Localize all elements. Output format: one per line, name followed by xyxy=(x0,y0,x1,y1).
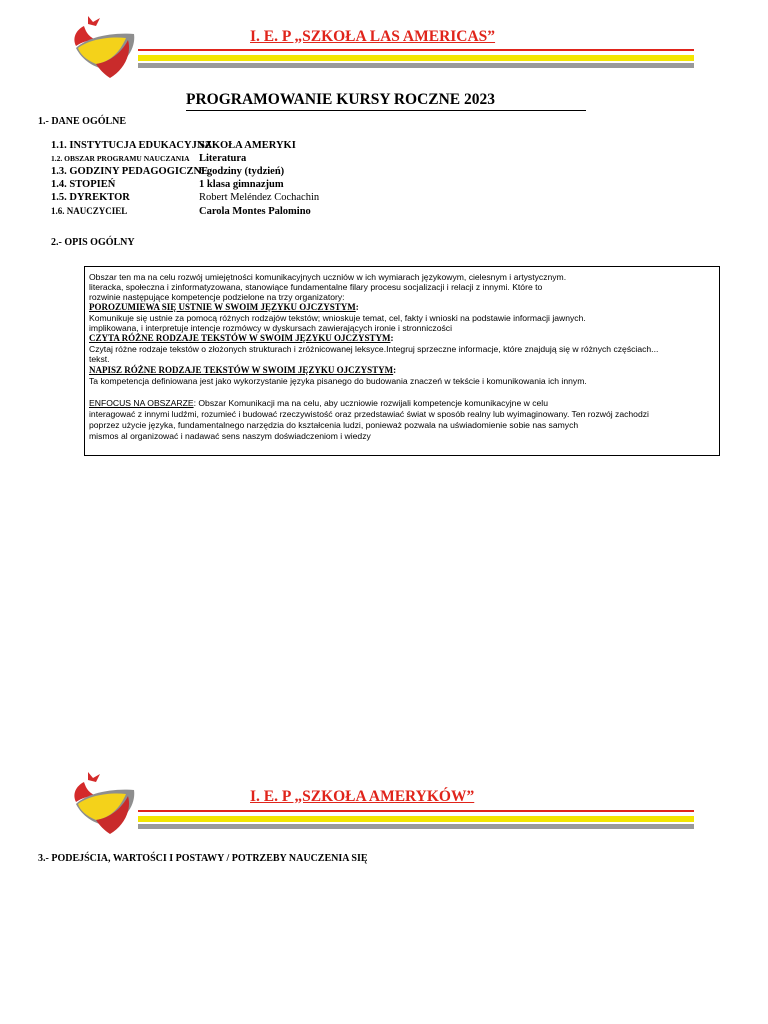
section-3-heading: 3.- PODEJŚCIA, WARTOŚCI I POSTAWY / POTRZEBY NAUCZENIA SIĘ xyxy=(38,853,368,864)
desc-line: mismos al organizować i nadawać sens naszym doświadczeniom i wiedzy xyxy=(89,431,371,441)
focus-label: ENFOCUS NA OBSZARZE xyxy=(89,398,194,408)
row-label-area: 1.2. OBSZAR PROGRAMU NAUCZANIA xyxy=(51,154,190,163)
header-stripe-gray xyxy=(138,63,694,68)
row-label-hours: 1.3. GODZINY PEDAGOGICZNE xyxy=(51,166,209,177)
section-1-heading: 1.- DANE OGÓLNE xyxy=(38,116,127,127)
desc-line: literacka, społeczna i zinformatyzowana, stanowiące fundamentalne filary procesu socjalizacji i relacji z innymi. Które to xyxy=(89,282,543,292)
desc-line: tekst. xyxy=(89,354,110,364)
row-value-grade: 1 klasa gimnazjum xyxy=(199,179,284,190)
desc-line: interagować z innymi ludźmi, rozumieć i budować rzeczywistość oraz przedstawiać świat w sposób realny lub wyimaginowany. Ten rozwój zachodzi xyxy=(89,409,649,419)
row-value-institution: SZKOŁA AMERYKI xyxy=(199,140,296,151)
row-label-grade: 1.4. STOPIEŃ xyxy=(51,179,116,190)
header-stripe-yellow xyxy=(138,816,694,822)
description-box xyxy=(84,266,720,456)
desc-line: Obszar ten ma na celu rozwój umiejętności komunikacyjnych uczniów w ich wymiarach językowym, cielesnym i artystycznym. xyxy=(89,272,567,282)
title-underline xyxy=(186,110,586,111)
header-stripe-red xyxy=(138,49,694,51)
row-value-director: Robert Meléndez Cochachin xyxy=(199,192,320,203)
competence-heading-speak: POROZUMIEWA SIĘ USTNIE W SWOIM JĘZYKU OJCZYSTYM: xyxy=(89,302,359,312)
school-name-header-1: I. E. P „SZKOŁA LAS AMERICAS” xyxy=(250,28,496,45)
desc-line: implikowana, i interpretuje intencje rozmówcy w dyskursach zawierających ironie i stronniczości xyxy=(89,323,452,333)
page-title: PROGRAMOWANIE KURSY ROCZNE 2023 xyxy=(186,91,496,108)
desc-line: poprzez użycie języka, fundamentalnego narzędzia do kształcenia ludzi, ponieważ pozwala na uświadomienie sobie nas samych xyxy=(89,420,579,430)
desc-line: rozwinie następujące kompetencje podzielone na trzy organizatory: xyxy=(89,292,345,302)
header-stripe-red xyxy=(138,810,694,812)
competence-heading-read: CZYTA RÓŻNE RODZAJE TEKSTÓW W SWOIM JĘZYKU OJCZYSTYM: xyxy=(89,333,394,343)
school-logo-icon xyxy=(66,12,140,82)
row-label-institution: 1.1. INSTYTUCJA EDUKACYJNA xyxy=(51,140,213,151)
desc-line: Czytaj różne rodzaje tekstów o złożonych strukturach i zróżnicowanej leksyce.Integruj sprzeczne informacje, które znajdują się w różnych częściach... xyxy=(89,344,659,354)
school-name-header-2: I. E. P „SZKOŁA AMERYKÓW” xyxy=(250,788,475,805)
school-logo-icon xyxy=(66,768,140,838)
desc-line: Ta kompetencja definiowana jest jako wykorzystanie języka pisanego do budowania znaczeń w tekście i komunikowania ich innym. xyxy=(89,376,587,386)
header-stripe-gray xyxy=(138,824,694,829)
row-label-director: 1.5. DYREKTOR xyxy=(51,192,130,203)
focus-paragraph: ENFOCUS NA OBSZARZE: Obszar Komunikacji ma na celu, aby uczniowie rozwijali kompetencje komunikacyjne w celu xyxy=(89,398,548,408)
competence-heading-write: NAPISZ RÓŻNE RODZAJE TEKSTÓW W SWOIM JĘZYKU OJCZYSTYM: xyxy=(89,365,397,375)
row-value-area: Literatura xyxy=(199,153,247,164)
section-2-heading: 2.- OPIS OGÓLNY xyxy=(51,237,135,248)
header-stripe-yellow xyxy=(138,55,694,61)
desc-line: Komunikuje się ustnie za pomocą różnych rodzajów tekstów; wnioskuje temat, cel, fakty i wnioski na podstawie informacji jawnych. xyxy=(89,313,586,323)
row-value-hours: 6 godziny (tydzień) xyxy=(199,166,285,177)
row-label-teacher: 1.6. NAUCZYCIEL xyxy=(51,206,128,216)
row-value-teacher: Carola Montes Palomino xyxy=(199,206,311,217)
